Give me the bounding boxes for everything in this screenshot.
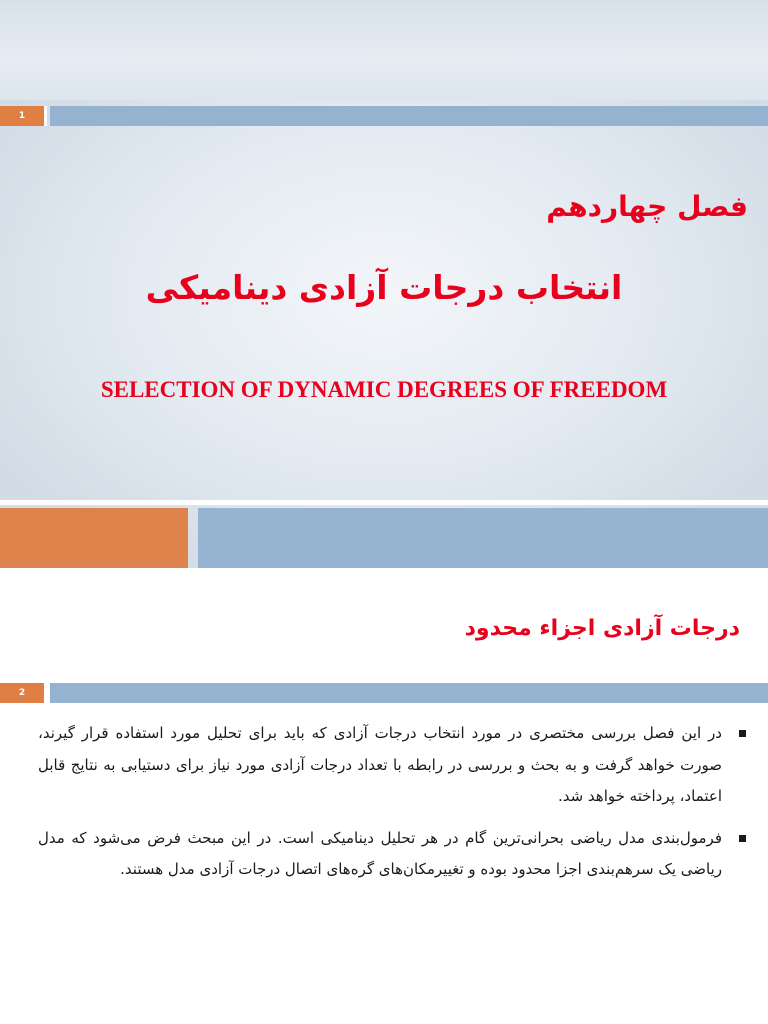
header-blue-strip	[50, 106, 768, 126]
chapter-subtitle: انتخاب درجات آزادی دینامیکی	[145, 268, 623, 307]
bullet-text: فرمول‌بندی مدل ریاضی بحرانی‌ترین گام در هر تحلیل دینامیکی است. در این مبحث فرض می‌شود که مدل ریاضی یک سرهم‌بندی اجزا محدود بوده و تغییرمکان‌های گره‌های اتصال درجات آزادی مدل هستند.	[38, 828, 722, 878]
header-blue-strip	[50, 683, 768, 703]
slide-2	[0, 568, 768, 1024]
square-bullet-icon	[739, 835, 746, 842]
list-item	[38, 823, 746, 886]
square-bullet-icon	[739, 730, 746, 737]
bullet-list	[38, 718, 746, 896]
chapter-title: فصل چهاردهم	[546, 190, 748, 223]
slide-1-top-background	[0, 0, 768, 100]
slide-1-header-bar	[0, 106, 768, 126]
bullet-text: در این فصل بررسی مختصری در مورد انتخاب درجات آزادی که باید برای تحلیل مورد استفاده قرار گیرند، صورت خواهد گرفت و به بحث و بررسی در رابطه با تعداد درجات آزادی مورد نیاز برای دستیابی به نتایج قابل اعتماد، پرداخته خواهد شد.	[38, 724, 722, 805]
footer-blue-block	[198, 508, 768, 568]
slide-number-badge: 2	[0, 683, 47, 703]
slide-number-badge: 1	[0, 106, 47, 126]
slide-2-heading: درجات آزادی اجزاء محدود	[464, 616, 740, 641]
footer-orange-block	[0, 508, 188, 568]
divider-line	[0, 500, 768, 505]
english-title: SELECTION OF DYNAMIC DEGREES OF FREEDOM	[100, 377, 668, 402]
list-item	[38, 718, 746, 813]
slide-2-header-bar	[0, 683, 768, 703]
